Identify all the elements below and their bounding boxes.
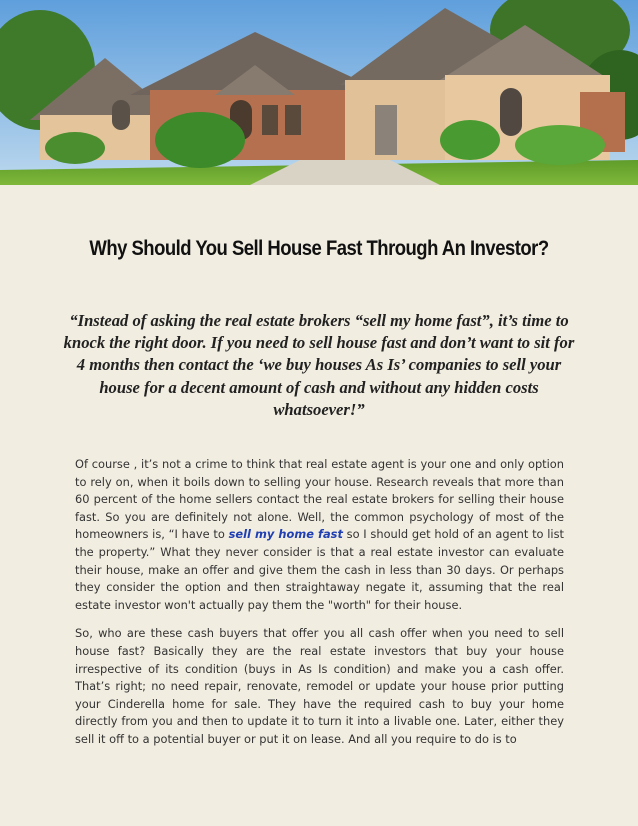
article-body (75, 456, 564, 760)
intro-quote: “Instead of asking the real estate brokers “sell my home fast”, it’s time to knock the right door. If you need to sell house fast and don’t want to sit for 4 months then contact the ‘we buy houses As Is’ companies to sell your house for a decent amount of cash and without any hidden costs whatsoever!” (63, 311, 575, 419)
sell-my-home-fast-link[interactable]: sell my home fast (228, 527, 343, 542)
house-photo (0, 0, 638, 185)
paragraph-1 (75, 456, 564, 614)
paragraph-1-text-b: so I should get hold of an agent to list the property.” What they never consider is that a real estate investor can evaluate their house, make an offer and give them the cash in less than 30 days. Or perhaps they consider the option and then straightaway negate it, assuming that the real estate investor won't actually pay them the "worth" for their house. (75, 527, 564, 612)
paragraph-2: So, who are these cash buyers that offer you all cash offer when you need to sell house fast? Basically they are the real estate investors that buy your house irrespective of its condition (buys in As Is condition) and make you a cash offer. That’s right; no need repair, renovate, remodel or update your house prior putting your Cinderella home for sale. They have the required cash to buy your home directly from you and then to update it to turn it into a livable one. Later, either they sell it off to a potential buyer or put it on lease. And all you require to do is to (75, 626, 564, 746)
paragraph-1-text-a: Of course , it’s not a crime to think that real estate agent is your one and only option to rely on, when it boils down to selling your house. Research reveals that more than 60 percent of the home sellers contact the real estate brokers for selling their house fast. So you are definitely not alone. Well, the common psychology of most of the homeowners is, “I have to (75, 457, 564, 542)
page-title: Why Should You Sell House Fast Through An Investor? (89, 236, 549, 260)
